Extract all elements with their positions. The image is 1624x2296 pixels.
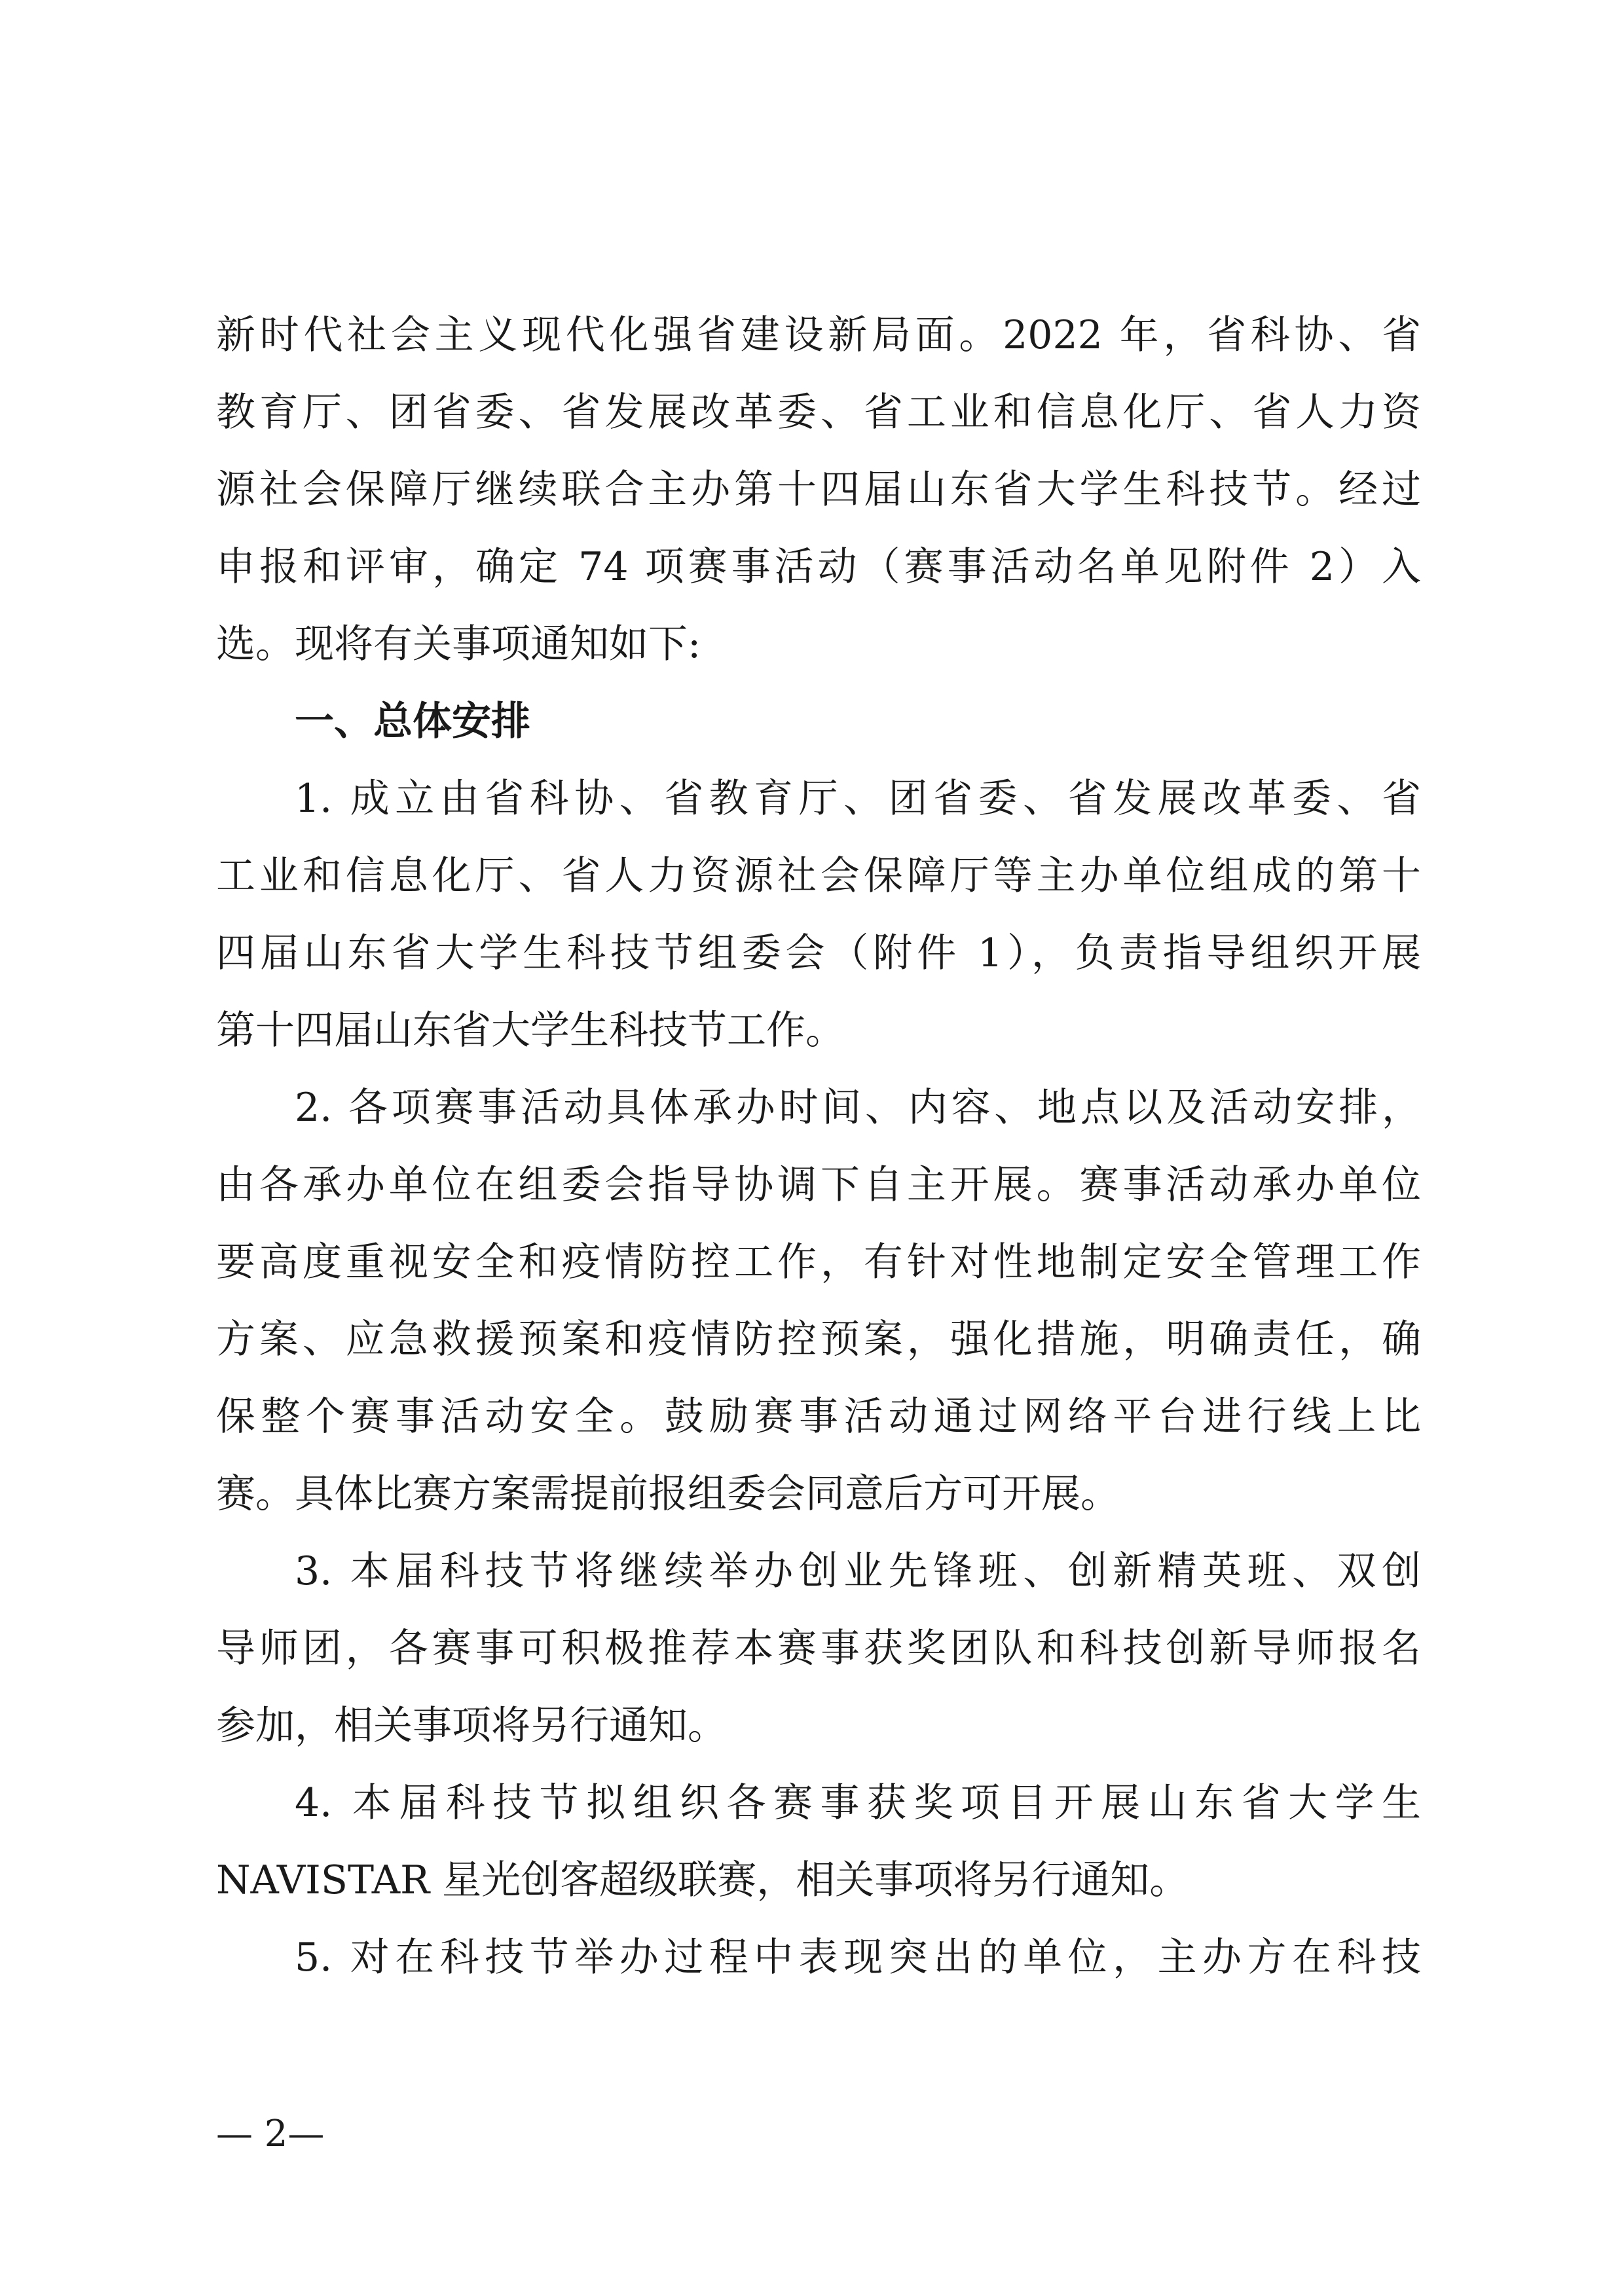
item-2-line-5: 保整个赛事活动安全。鼓励赛事活动通过网络平台进行线上比	[216, 1394, 1421, 1440]
page-number: — 2—	[216, 2113, 325, 2155]
paragraph-line-1: 新时代社会主义现代化强省建设新局面。2022 年，省科协、省	[216, 312, 1421, 358]
item-4-line-1: 4. 本届科技节拟组织各赛事获奖项目开展山东省大学生	[295, 1780, 1421, 1826]
item-3-line-2: 导师团，各赛事可积极推荐本赛事获奖团队和科技创新导师报名	[216, 1626, 1421, 1671]
item-3-line-1: 3. 本届科技节将继续举办创业先锋班、创新精英班、双创	[295, 1548, 1421, 1594]
section-heading: 一、总体安排	[295, 699, 530, 744]
item-4-line-2: NAVISTAR 星光创客超级联赛，相关事项将另行通知。	[216, 1857, 1189, 1903]
item-1-line-3: 四届山东省大学生科技节组委会（附件 1），负责指导组织开展	[216, 930, 1421, 976]
item-2-line-4: 方案、应急救援预案和疫情防控预案，强化措施，明确责任，确	[216, 1317, 1421, 1362]
item-2-line-3: 要高度重视安全和疫情防控工作，有针对性地制定安全管理工作	[216, 1239, 1421, 1285]
paragraph-line-3: 源社会保障厅继续联合主办第十四届山东省大学生科技节。经过	[216, 467, 1421, 513]
paragraph-line-5: 选。现将有关事项通知如下:	[216, 621, 701, 667]
paragraph-line-4: 申报和评审，确定 74 项赛事活动（赛事活动名单见附件 2）入	[216, 544, 1421, 590]
item-1-line-4: 第十四届山东省大学生科技节工作。	[216, 1008, 845, 1053]
item-1-line-2: 工业和信息化厅、省人力资源社会保障厅等主办单位组成的第十	[216, 853, 1421, 899]
item-5-line-1: 5. 对在科技节举办过程中表现突出的单位，主办方在科技	[295, 1935, 1421, 1980]
item-2-line-2: 由各承办单位在组委会指导协调下自主开展。赛事活动承办单位	[216, 1162, 1421, 1208]
item-3-line-3: 参加，相关事项将另行通知。	[216, 1703, 727, 1749]
item-2-line-1: 2. 各项赛事活动具体承办时间、内容、地点以及活动安排，	[295, 1085, 1421, 1131]
item-2-line-6: 赛。具体比赛方案需提前报组委会同意后方可开展。	[216, 1471, 1120, 1517]
paragraph-line-2: 教育厅、团省委、省发展改革委、省工业和信息化厅、省人力资	[216, 390, 1421, 435]
item-1-line-1: 1. 成立由省科协、省教育厅、团省委、省发展改革委、省	[295, 776, 1421, 822]
